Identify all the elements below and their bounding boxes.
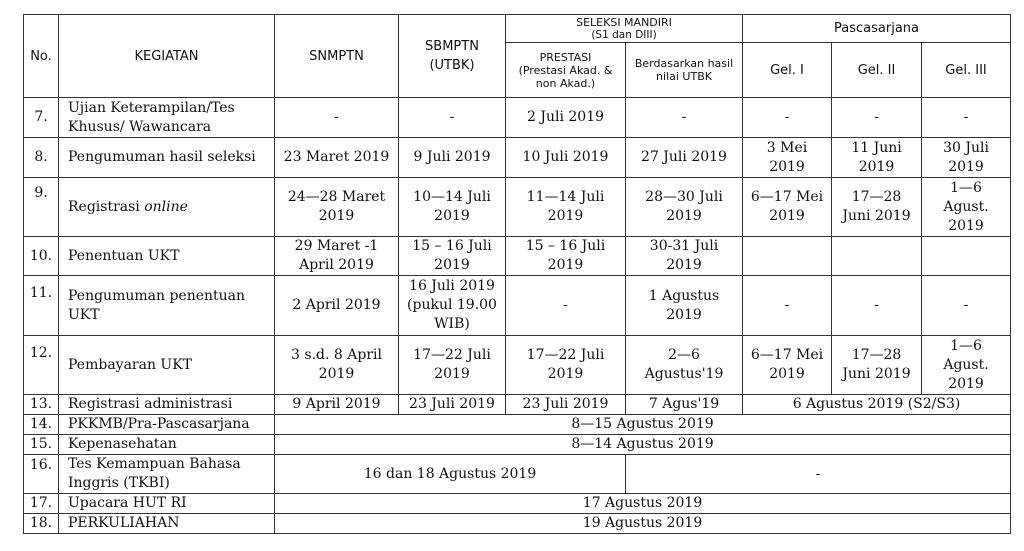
table-row	[24, 336, 1011, 395]
snmptn-cell: 2 April 2019	[275, 276, 399, 336]
activity-cell: PKKMB/Pra-Pascasarjana	[59, 415, 275, 435]
header-row-1	[24, 15, 1011, 43]
table-row	[24, 395, 1011, 415]
table-row	[24, 494, 1011, 514]
activity-text: Registrasi	[68, 198, 145, 215]
gel3-cell: -	[922, 98, 1011, 138]
row-number: 9.	[24, 178, 59, 237]
row-number: 12.	[24, 336, 59, 395]
gel3-cell: -	[922, 276, 1011, 336]
gel2-cell: -	[832, 98, 922, 138]
activity-cell: Pengumuman penentuan UKT	[59, 276, 275, 336]
header-kegiatan: KEGIATAN	[59, 15, 275, 98]
gel3-cell: 1—6 Agust. 2019	[922, 178, 1011, 237]
row-number: 8.	[24, 138, 59, 178]
gel3-cell: 1—6 Agust. 2019	[922, 336, 1011, 395]
date-cell-other: -	[626, 455, 1011, 494]
header-seleksi-mandiri-title: SELEKSI MANDIRI	[576, 16, 672, 29]
utbk-cell: 2—6 Agustus'19	[626, 336, 743, 395]
gel2-cell: -	[832, 276, 922, 336]
date-cell-undergrad: 16 dan 18 Agustus 2019	[275, 455, 626, 494]
snmptn-cell: 3 s.d. 8 April 2019	[275, 336, 399, 395]
gel2-cell: 17—28 Juni 2019	[832, 178, 922, 237]
activity-cell: Pembayaran UKT	[59, 336, 275, 395]
header-seleksi-mandiri-sub: (S1 dan DIII)	[591, 29, 657, 41]
snmptn-cell: 9 April 2019	[275, 395, 399, 415]
row-number: 15.	[24, 435, 59, 455]
row-number: 11.	[24, 276, 59, 336]
header-pascasarjana: Pascasarjana	[743, 15, 1011, 43]
activity-cell: Ujian Keterampilan/Tes Khusus/ Wawancara	[59, 98, 275, 138]
activity-cell: Upacara HUT RI	[59, 494, 275, 514]
gel1-cell: -	[743, 98, 832, 138]
utbk-cell: 7 Agus'19	[626, 395, 743, 415]
activity-text-italic: online	[144, 198, 188, 215]
sbmptn-cell: 17—22 Juli 2019	[399, 336, 506, 395]
date-cell-all: 8—15 Agustus 2019	[275, 415, 1011, 435]
table-row	[24, 415, 1011, 435]
utbk-cell: 1 Agustus 2019	[626, 276, 743, 336]
gel1-cell: 6—17 Mei 2019	[743, 178, 832, 237]
snmptn-cell: 23 Maret 2019	[275, 138, 399, 178]
row-number: 7.	[24, 98, 59, 138]
header-snmptn: SNMPTN	[275, 15, 399, 98]
sbmptn-cell: 23 Juli 2019	[399, 395, 506, 415]
header-prestasi-title: PRESTASI	[539, 50, 592, 64]
row-number: 16.	[24, 455, 59, 494]
activity-cell: PERKULIAHAN	[59, 514, 275, 534]
prestasi-cell: -	[506, 276, 626, 336]
activity-cell	[59, 178, 275, 237]
header-seleksi-mandiri	[506, 15, 743, 43]
prestasi-cell: 17—22 Juli 2019	[506, 336, 626, 395]
gel3-cell: 30 Juli 2019	[922, 138, 1011, 178]
gel1-cell	[743, 237, 832, 276]
gel3-cell	[922, 237, 1011, 276]
snmptn-cell: -	[275, 98, 399, 138]
utbk-cell: 27 Juli 2019	[626, 138, 743, 178]
header-prestasi-sub: (Prestasi Akad. & non Akad.)	[518, 63, 613, 90]
sbmptn-cell: 16 Juli 2019 (pukul 19.00 WIB)	[399, 276, 506, 336]
sbmptn-cell: 15 – 16 Juli 2019	[399, 237, 506, 276]
date-cell-all: 19 Agustus 2019	[275, 514, 1011, 534]
activity-cell: Tes Kemampuan Bahasa Inggris (TKBI)	[59, 455, 275, 494]
pascasarjana-cell: 6 Agustus 2019 (S2/S3)	[743, 395, 1011, 415]
snmptn-cell: 29 Maret -1 April 2019	[275, 237, 399, 276]
header-sbmptn-sub: (UTBK)	[429, 58, 475, 73]
prestasi-cell: 11—14 Juli 2019	[506, 178, 626, 237]
header-gel-3: Gel. III	[922, 43, 1011, 98]
row-number: 18.	[24, 514, 59, 534]
table-row	[24, 237, 1011, 276]
table-row	[24, 178, 1011, 237]
table-row	[24, 514, 1011, 534]
utbk-cell: 30-31 Juli 2019	[626, 237, 743, 276]
gel1-cell: 3 Mei 2019	[743, 138, 832, 178]
row-number: 10.	[24, 237, 59, 276]
activity-cell: Registrasi administrasi	[59, 395, 275, 415]
gel2-cell: 11 Juni 2019	[832, 138, 922, 178]
prestasi-cell: 23 Juli 2019	[506, 395, 626, 415]
row-number: 14.	[24, 415, 59, 435]
academic-schedule-table	[23, 14, 1011, 534]
activity-cell: Penentuan UKT	[59, 237, 275, 276]
header-sbmptn	[399, 15, 506, 98]
activity-cell: Kepenasehatan	[59, 435, 275, 455]
row-number: 13.	[24, 395, 59, 415]
sbmptn-cell: 10—14 Juli 2019	[399, 178, 506, 237]
prestasi-cell: 15 – 16 Juli 2019	[506, 237, 626, 276]
gel2-cell: 17—28 Juni 2019	[832, 336, 922, 395]
prestasi-cell: 10 Juli 2019	[506, 138, 626, 178]
sbmptn-cell: -	[399, 98, 506, 138]
utbk-cell: -	[626, 98, 743, 138]
date-cell-all: 17 Agustus 2019	[275, 494, 1011, 514]
header-gel-2: Gel. II	[832, 43, 922, 98]
header-sbmptn-title: SBMPTN	[425, 39, 479, 54]
gel1-cell: 6—17 Mei 2019	[743, 336, 832, 395]
prestasi-cell: 2 Juli 2019	[506, 98, 626, 138]
header-gel-1: Gel. I	[743, 43, 832, 98]
table-row	[24, 435, 1011, 455]
row-number: 17.	[24, 494, 59, 514]
date-cell-all: 8—14 Agustus 2019	[275, 435, 1011, 455]
table-row	[24, 98, 1011, 138]
activity-cell: Pengumuman hasil seleksi	[59, 138, 275, 178]
gel1-cell: -	[743, 276, 832, 336]
table-row	[24, 455, 1011, 494]
header-utbk: Berdasarkan hasil nilai UTBK	[626, 43, 743, 98]
snmptn-cell: 24—28 Maret 2019	[275, 178, 399, 237]
table-row	[24, 276, 1011, 336]
header-prestasi	[506, 43, 626, 98]
gel2-cell	[832, 237, 922, 276]
header-no: No.	[24, 15, 59, 98]
utbk-cell: 28—30 Juli 2019	[626, 178, 743, 237]
table-row	[24, 138, 1011, 178]
sbmptn-cell: 9 Juli 2019	[399, 138, 506, 178]
